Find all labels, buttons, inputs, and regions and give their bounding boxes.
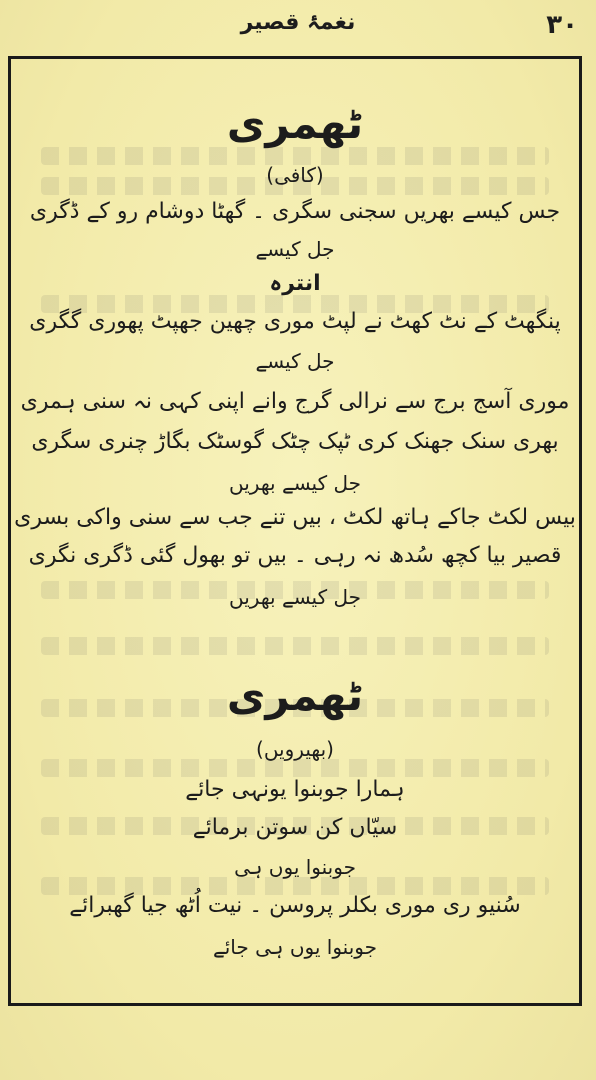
show-through-line: [41, 637, 549, 655]
song1-raag: (کافی): [266, 163, 324, 187]
song2-title: ٹھمری: [226, 671, 364, 720]
song1-line-5: بیس لکٹ جاکے ہاتھ لکٹ ، بیں تنے جب سے سنی واکی بسری: [14, 505, 576, 530]
content-frame: [8, 56, 582, 1006]
song2-raag: (بھیرویں): [256, 737, 334, 761]
page-header: [0, 6, 596, 46]
song1-line-2: پنگھٹ کے نٹ کھٹ نے لپٹ موری چھین جھپٹ پھوری گگری: [29, 309, 561, 334]
song2-refrain-2: جوبنوا یوں ہی جائے: [213, 935, 377, 959]
song2-line-2: سیّاں کن سوتن برمائے: [192, 815, 398, 840]
song1-title: ٹھمری: [226, 99, 364, 148]
running-title: نغمۂ قصیر: [240, 10, 356, 35]
song1-refrain-1: جل کیسے: [255, 237, 335, 261]
song1-refrain-2: جل کیسے: [255, 349, 335, 373]
song1-line-4: بھری سنک جھنک کری ٹپک چٹک گوسٹک بگاڑ چنری سگری: [31, 429, 559, 454]
song1-antara-heading: انترہ: [269, 271, 321, 296]
song1-refrain-3: جل کیسے بھریں: [229, 471, 361, 495]
song2-line-3: سُنیو ری موری بکلر پروسن ۔ نیت اُٹھ جیا گھبرائے: [69, 893, 521, 918]
show-through-line: [41, 759, 549, 777]
song1-line-6: قصیر بیا کچھ سُدھ نہ رہی ۔ بیں تو بھول گئی ڈگری نگری: [28, 543, 562, 568]
song1-line-3: موری آسج برج سے نرالی گرج وانے اپنی کہی نہ سنی ہمری: [20, 389, 570, 414]
song1-refrain-4: جل کیسے بھریں: [229, 585, 361, 609]
song2-line-1: ہمارا جوبنوا یونہی جائے: [185, 777, 405, 802]
page-number: ۳۰: [546, 10, 578, 40]
song2-refrain-1: جوبنوا یوں ہی: [234, 855, 356, 879]
song1-line-1: جس کیسے بھریں سجنی سگری ۔ گھٹا دوشام رو کے ڈگری: [29, 199, 561, 224]
frame-inner: [11, 59, 579, 1003]
